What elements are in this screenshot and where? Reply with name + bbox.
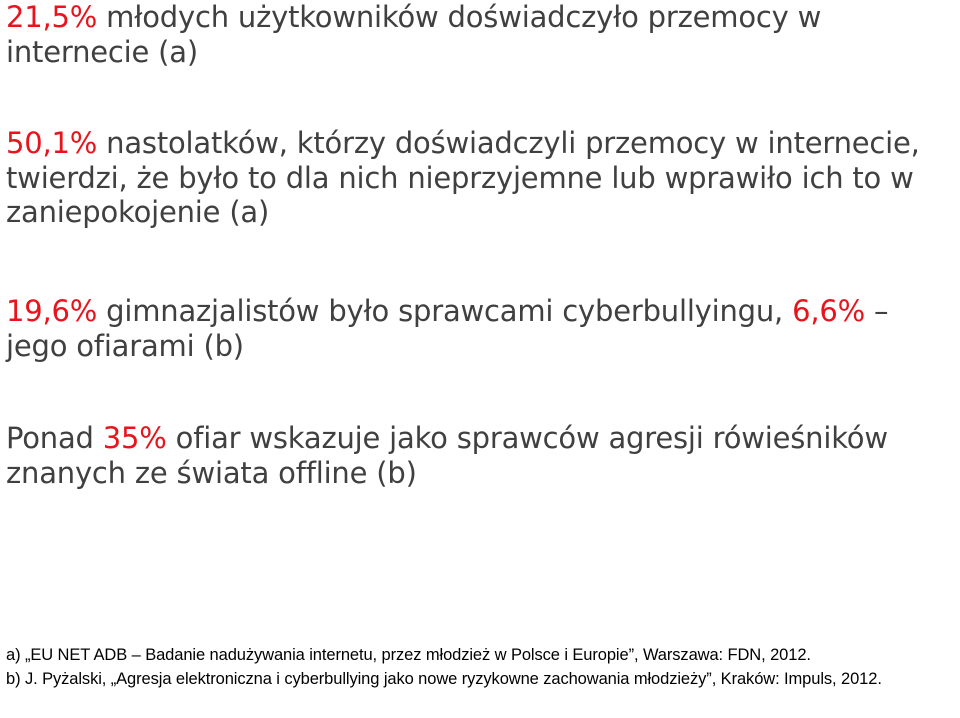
stat-value-secondary: 6,6% (792, 294, 865, 328)
statistic-teens-unpleasant (6, 126, 956, 230)
stat-prefix: Ponad (6, 421, 103, 455)
stat-text-secondary: – jego ofiarami (b) (6, 294, 889, 363)
statistic-cyberbullying-perpetrators (6, 294, 956, 363)
reference-a: a) „EU NET ADB – Badanie nadużywania internetu, przez młodzież w Polsce i Europie”, Warszawa: FDN, 2012. (6, 646, 811, 664)
stat-text: nastolatków, którzy doświadczyli przemocy w internecie, twierdzi, że było to dla nich nieprzyjemne lub wprawiło ich to w zaniepokojenie (a) (6, 126, 920, 230)
stat-text: młodych użytkowników doświadczyło przemocy w internecie (a) (6, 0, 822, 69)
stat-value: 35% (102, 421, 167, 455)
stat-text: gimnazjalistów było sprawcami cyberbullyingu, (97, 294, 793, 328)
reference-b: b) J. Pyżalski, „Agresja elektroniczna i cyberbullying jako nowe ryzykowne zachowania młodzieży”, Kraków: Impuls, 2012. (6, 670, 882, 688)
statistic-victims-offline-peers (6, 421, 956, 490)
stat-value: 50,1% (6, 126, 98, 160)
stat-value: 21,5% (6, 0, 98, 34)
references (6, 643, 882, 691)
stat-text: ofiar wskazuje jako sprawców agresji rówieśników znanych ze świata offline (b) (6, 421, 888, 490)
statistic-young-users-violence (6, 0, 956, 69)
stat-value: 19,6% (6, 294, 98, 328)
